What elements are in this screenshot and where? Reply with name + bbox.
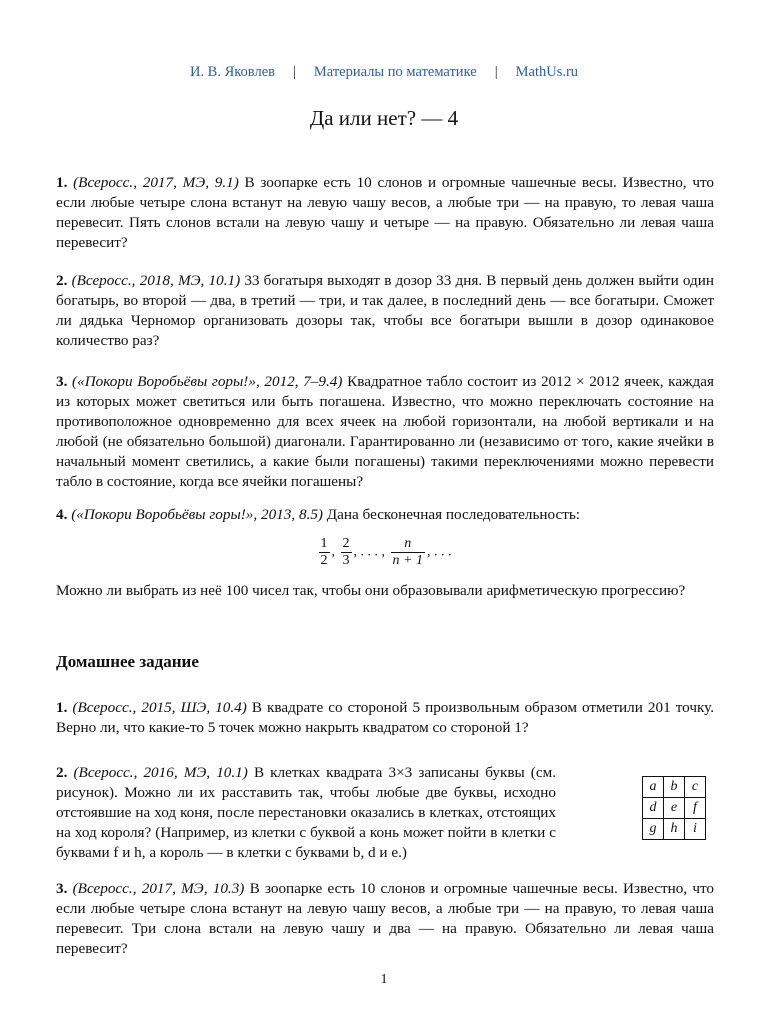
page-title: Да или нет? — 4 bbox=[309, 106, 459, 130]
fraction-numerator: n bbox=[391, 536, 425, 553]
problem-number: 3. bbox=[56, 373, 68, 390]
problem-4-question: Можно ли выбрать из неё 100 чисел так, чтобы они образовывали арифметическую прогрессию? bbox=[56, 582, 686, 599]
homework-problem-2 bbox=[56, 763, 556, 863]
problem-source: («Покори Воробьёвы горы!», 2013, 8.5) bbox=[71, 506, 323, 523]
fraction-1-2 bbox=[319, 536, 330, 569]
problem-2 bbox=[56, 271, 714, 351]
problem-number: 2. bbox=[56, 764, 68, 781]
problem-text: 33 богатыря выходят в дозор 33 дня. В первый день должен выйти один богатырь, во второй — два, в третий — три, и так далее, в последний день — все богатыри. Сможет ли дядька Черномор организовать дозоры так, чтобы все богатыри вышли в дозор одинаковое количество раз? bbox=[56, 272, 714, 349]
problem-number: 3. bbox=[56, 880, 68, 897]
formula-tail: , . . . bbox=[426, 544, 452, 560]
problem-text: В квадрате со стороной 5 произвольным образом отметили 201 точку. Верно ли, что какие-то 5 точек можно накрыть квадратом со стороной 1? bbox=[56, 699, 715, 736]
problem-number: 4. bbox=[56, 506, 68, 523]
homework-problem-1 bbox=[56, 698, 714, 738]
grid-cell: f bbox=[685, 798, 706, 819]
problem-number: 1. bbox=[56, 174, 68, 191]
problem-source: (Всеросс., 2018, МЭ, 10.1) bbox=[71, 272, 241, 289]
grid-cell: b bbox=[664, 777, 685, 798]
fraction-n bbox=[391, 536, 425, 569]
problem-1 bbox=[56, 173, 714, 253]
homework-problem-3 bbox=[56, 879, 714, 959]
grid-cell: h bbox=[664, 819, 685, 840]
problem-number: 1. bbox=[56, 699, 68, 716]
grid-row bbox=[643, 777, 706, 798]
grid-cell: a bbox=[643, 777, 664, 798]
grid-cell: e bbox=[664, 798, 685, 819]
problem-3 bbox=[56, 372, 714, 492]
problem-source: (Всеросс., 2015, ШЭ, 10.4) bbox=[72, 699, 247, 716]
fraction-numerator: 1 bbox=[320, 536, 328, 551]
page-header bbox=[0, 64, 768, 81]
problem-source: (Всеросс., 2017, МЭ, 9.1) bbox=[73, 174, 239, 191]
problem-source: (Всеросс., 2016, МЭ, 10.1) bbox=[73, 764, 248, 781]
site-link[interactable]: MathUs.ru bbox=[515, 64, 579, 80]
materials-link[interactable]: Материалы по математике bbox=[313, 64, 477, 80]
problem-text: В зоопарке есть 10 слонов и огромные чашечные весы. Известно, что если любые четыре слона встанут на левую чашу весов, а любые три — на правую, то левая чаша перевесит. Три слона встали на левую чашу и два — на правую. Обязательно ли левая чаша перевесит? bbox=[56, 880, 715, 957]
problem-number: 2. bbox=[56, 272, 68, 289]
homework-heading: Домашнее задание bbox=[56, 652, 199, 671]
page-number: 1 bbox=[380, 972, 388, 987]
header-separator: | bbox=[494, 64, 498, 80]
fraction-numerator: 2 bbox=[342, 536, 350, 551]
problem-4 bbox=[56, 505, 714, 525]
header-separator: | bbox=[292, 64, 296, 80]
grid-row bbox=[643, 798, 706, 819]
problem-text: Дана бесконечная последовательность: bbox=[326, 506, 581, 523]
problem-text: В зоопарке есть 10 слонов и огромные чашечные весы. Известно, что если любые четыре слона встанут на левую чашу весов, а любые три — на правую, то левая чаша перевесит. Пять слонов встали на левую чашу и четыре — на правую. Обязательно ли левая чаша перевесит? bbox=[56, 174, 714, 251]
grid-row bbox=[643, 819, 706, 840]
fraction-denominator: 3 bbox=[342, 553, 350, 568]
grid-cell: d bbox=[643, 798, 664, 819]
formula-dots: , . . . , bbox=[353, 544, 386, 560]
problem-source: (Всеросс., 2017, МЭ, 10.3) bbox=[72, 880, 245, 897]
problem-source: («Покори Воробьёвы горы!», 2012, 7–9.4) bbox=[72, 373, 343, 390]
fraction-2-3 bbox=[341, 536, 352, 569]
sequence-formula: $\frac{1}{2}$ , $\frac{2}{3}$ , . . . , $\frac{n}{n + 1}$ , . . . bbox=[320, 536, 452, 568]
grid-cell: i bbox=[685, 819, 706, 840]
problem-text: В клетках квадрата 3×3 записаны буквы (см. рисунок). Можно ли их расставить так, чтобы любые две буквы, исходно отстоявшие на ход коня, после перестановки оказались в клетках, отстоящих на ход короля? (Например, из клетки с буквой a конь может пойти в клетки с буквами f и h, а король — в клетки с буквами b, d и e.) bbox=[56, 764, 556, 861]
fraction-denominator: n + 1 bbox=[392, 553, 423, 568]
problem-text: Квадратное табло состоит из 2012 × 2012 ячеек, каждая из которых может светиться или быть погашена. Известно, что можно переключать состояние на противоположное одновременно для всех ячеек на любой горизонтали, на любой вертикали и на любой (не обязательно большой) диагонали. Гарантированно ли (независимо от того, какие ячейки в начальный момент светились, а какие были погашены) такими переключениями можно перевести табло в состояние, когда все ячейки погашены? bbox=[56, 373, 715, 490]
grid-cell: g bbox=[643, 819, 664, 840]
letter-grid bbox=[642, 776, 706, 840]
grid-cell: c bbox=[685, 777, 706, 798]
author-link[interactable]: И. В. Яковлев bbox=[189, 64, 275, 80]
fraction-denominator: 2 bbox=[320, 553, 328, 568]
